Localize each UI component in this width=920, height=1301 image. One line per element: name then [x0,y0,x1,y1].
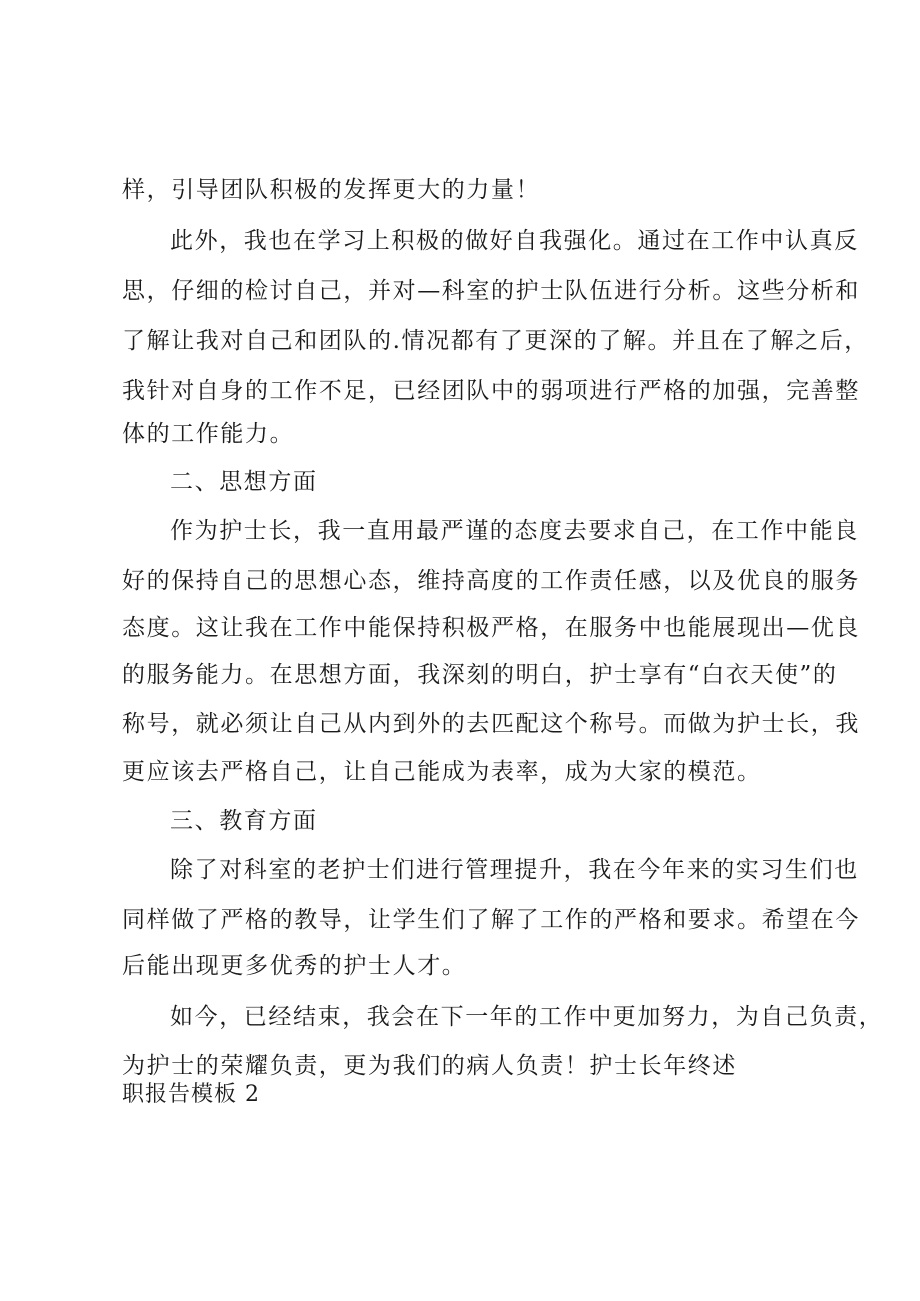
text-line: 体的工作能力。 [122,421,295,447]
text-line: 样，引导团队积极的发挥更大的力量！ [122,177,541,203]
text-line: 后能出现更多优秀的护士人才。 [122,953,467,979]
section-heading: 二、思想方面 [170,469,318,495]
paragraph-start-line: 除了对科室的老护士们进行管理提升，我在今年来的实习生们也 [170,857,859,883]
text-line: 同样做了严格的教导，让学生们了解了工作的严格和要求。希望在今 [122,907,860,933]
text-line: 更应该去严格自己，让自己能成为表率，成为大家的模范。 [122,759,762,785]
text-line: 了解让我对自己和团队的.情况都有了更深的了解。并且在了解之后， [122,328,869,354]
text-line: 我针对自身的工作不足，已经团队中的弱项进行严格的加强，完善整 [122,378,860,404]
paragraph-start-line: 此外，我也在学习上积极的做好自我强化。通过在工作中认真反 [170,228,859,254]
text-line: 称号，就必须让自己从内到外的去匹配这个称号。而做为护士长，我 [122,711,860,737]
text-line: 职报告模板 2 [122,1082,260,1107]
text-line: 态度。这让我在工作中能保持积极严格，在服务中也能展现出—优良 [122,615,860,641]
text-line: 好的保持自己的思想心态，维持高度的工作责任感，以及优良的服务 [122,568,860,594]
paragraph-start-line: 如今，已经结束，我会在下一年的工作中更加努力，为自己负责， [170,1004,884,1030]
text-line: 为护士的荣耀负责，更为我们的病人负责！护士长年终述 [122,1053,737,1079]
paragraph-start-line: 作为护士长，我一直用最严谨的态度去要求自己，在工作中能良 [170,518,859,544]
text-line: 的服务能力。在思想方面，我深刻的明白，护士享有“白衣天使”的 [122,662,838,688]
section-heading: 三、教育方面 [170,808,318,834]
text-line: 思，仔细的检讨自己，并对—科室的护士队伍进行分析。这些分析和 [122,278,860,304]
